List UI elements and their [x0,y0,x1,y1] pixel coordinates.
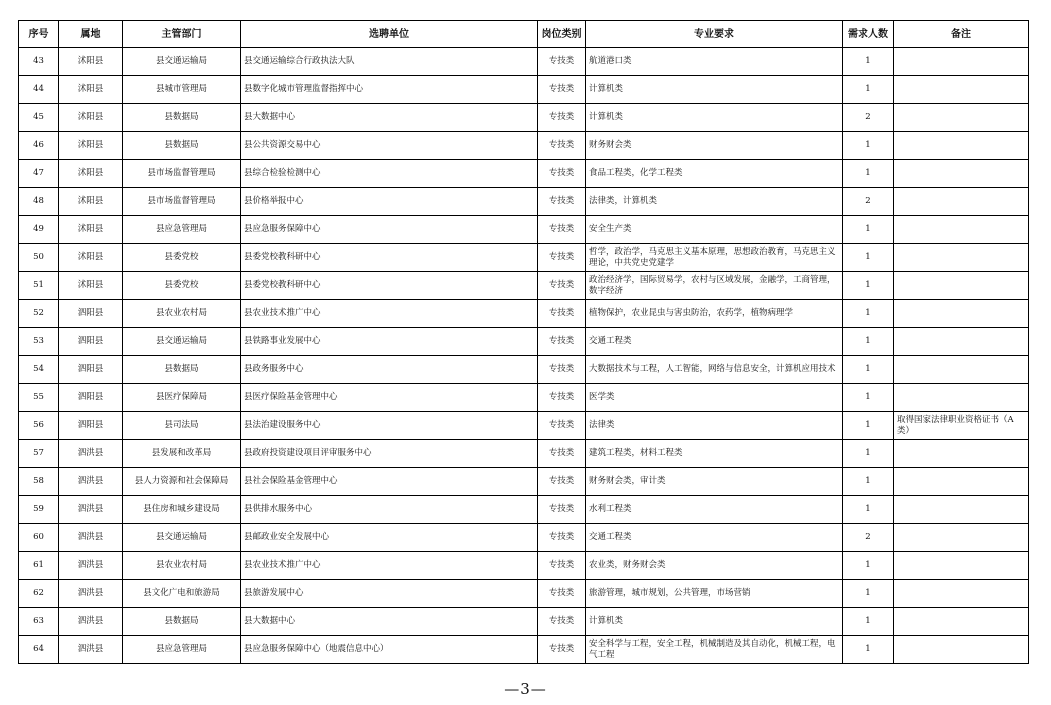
cell-headcount: 1 [843,272,894,300]
cell-remarks [894,104,1029,132]
table-row [19,244,1029,272]
cell-unit: 县供排水服务中心 [241,496,538,524]
cell-region: 沭阳县 [59,104,123,132]
cell-department: 县数据局 [123,356,241,384]
cell-region: 沭阳县 [59,216,123,244]
cell-remarks [894,468,1029,496]
cell-major-requirement: 计算机类 [586,76,843,104]
cell-department: 县农业农村局 [123,552,241,580]
table-row [19,608,1029,636]
cell-index: 61 [19,552,59,580]
cell-department: 县发展和改革局 [123,440,241,468]
cell-index: 49 [19,216,59,244]
cell-post-type: 专技类 [538,48,586,76]
cell-headcount: 1 [843,300,894,328]
cell-unit: 县农业技术推广中心 [241,300,538,328]
cell-remarks [894,356,1029,384]
cell-unit: 县交通运输综合行政执法大队 [241,48,538,76]
cell-major-requirement: 水利工程类 [586,496,843,524]
cell-region: 沭阳县 [59,48,123,76]
cell-region: 泗洪县 [59,636,123,664]
cell-department: 县数据局 [123,104,241,132]
cell-headcount: 1 [843,328,894,356]
table-row [19,188,1029,216]
cell-unit: 县数字化城市管理监督指挥中心 [241,76,538,104]
cell-department: 县数据局 [123,608,241,636]
cell-post-type: 专技类 [538,132,586,160]
cell-headcount: 1 [843,216,894,244]
cell-major-requirement: 植物保护，农业昆虫与害虫防治，农药学，植物病理学 [586,300,843,328]
cell-headcount: 2 [843,104,894,132]
cell-major-requirement: 交通工程类 [586,524,843,552]
header-row [19,21,1029,48]
cell-post-type: 专技类 [538,384,586,412]
cell-department: 县委党校 [123,272,241,300]
table-row [19,160,1029,188]
cell-headcount: 1 [843,552,894,580]
cell-index: 64 [19,636,59,664]
cell-remarks [894,636,1029,664]
cell-department: 县市场监督管理局 [123,160,241,188]
table-row [19,272,1029,300]
cell-headcount: 1 [843,608,894,636]
cell-unit: 县农业技术推广中心 [241,552,538,580]
cell-region: 泗阳县 [59,412,123,440]
cell-major-requirement: 安全科学与工程，安全工程，机械制造及其自动化，机械工程，电气工程 [586,636,843,664]
cell-unit: 县铁路事业发展中心 [241,328,538,356]
table-row [19,328,1029,356]
cell-headcount: 2 [843,188,894,216]
table-row [19,384,1029,412]
table-row [19,48,1029,76]
header-remarks: 备注 [894,21,1029,48]
table-row [19,76,1029,104]
cell-post-type: 专技类 [538,188,586,216]
cell-index: 56 [19,412,59,440]
cell-region: 泗洪县 [59,524,123,552]
cell-major-requirement: 大数据技术与工程，人工智能，网络与信息安全，计算机应用技术 [586,356,843,384]
cell-remarks [894,160,1029,188]
cell-headcount: 1 [843,244,894,272]
cell-remarks [894,384,1029,412]
cell-remarks [894,244,1029,272]
cell-post-type: 专技类 [538,440,586,468]
cell-major-requirement: 法律类，计算机类 [586,188,843,216]
cell-index: 63 [19,608,59,636]
cell-department: 县应急管理局 [123,636,241,664]
cell-headcount: 1 [843,160,894,188]
cell-region: 泗阳县 [59,356,123,384]
cell-unit: 县应急服务保障中心 [241,216,538,244]
cell-post-type: 专技类 [538,608,586,636]
cell-region: 泗洪县 [59,608,123,636]
cell-index: 52 [19,300,59,328]
table-row [19,104,1029,132]
cell-unit: 县旅游发展中心 [241,580,538,608]
cell-unit: 县应急服务保障中心（地震信息中心） [241,636,538,664]
cell-post-type: 专技类 [538,524,586,552]
cell-department: 县城市管理局 [123,76,241,104]
cell-unit: 县大数据中心 [241,608,538,636]
cell-remarks [894,300,1029,328]
cell-remarks [894,328,1029,356]
cell-post-type: 专技类 [538,328,586,356]
cell-major-requirement: 食品工程类，化学工程类 [586,160,843,188]
table-row [19,440,1029,468]
cell-region: 泗洪县 [59,468,123,496]
cell-major-requirement: 财务财会类，审计类 [586,468,843,496]
cell-post-type: 专技类 [538,496,586,524]
cell-remarks [894,132,1029,160]
cell-major-requirement: 医学类 [586,384,843,412]
cell-region: 泗阳县 [59,384,123,412]
cell-remarks [894,496,1029,524]
cell-remarks [894,608,1029,636]
cell-index: 57 [19,440,59,468]
cell-index: 48 [19,188,59,216]
cell-remarks [894,552,1029,580]
cell-unit: 县价格举报中心 [241,188,538,216]
table-row [19,412,1029,440]
cell-index: 50 [19,244,59,272]
cell-post-type: 专技类 [538,300,586,328]
table-row [19,356,1029,384]
cell-remarks [894,76,1029,104]
cell-region: 泗阳县 [59,328,123,356]
table-row [19,552,1029,580]
cell-index: 54 [19,356,59,384]
cell-major-requirement: 交通工程类 [586,328,843,356]
cell-remarks [894,216,1029,244]
cell-major-requirement: 安全生产类 [586,216,843,244]
cell-department: 县委党校 [123,244,241,272]
cell-index: 45 [19,104,59,132]
header-post-type: 岗位类别 [538,21,586,48]
cell-index: 60 [19,524,59,552]
cell-unit: 县政府投资建设项目评审服务中心 [241,440,538,468]
recruitment-table [18,20,1029,664]
table-header [19,21,1029,48]
table-row [19,636,1029,664]
cell-region: 泗洪县 [59,440,123,468]
table-row [19,468,1029,496]
cell-major-requirement: 农业类，财务财会类 [586,552,843,580]
cell-index: 46 [19,132,59,160]
cell-region: 泗洪县 [59,496,123,524]
header-major-requirement: 专业要求 [586,21,843,48]
cell-major-requirement: 财务财会类 [586,132,843,160]
cell-index: 47 [19,160,59,188]
cell-region: 沭阳县 [59,76,123,104]
cell-department: 县数据局 [123,132,241,160]
cell-region: 沭阳县 [59,272,123,300]
cell-headcount: 1 [843,496,894,524]
cell-region: 沭阳县 [59,244,123,272]
cell-post-type: 专技类 [538,272,586,300]
table-body [19,48,1029,664]
cell-post-type: 专技类 [538,160,586,188]
cell-department: 县文化广电和旅游局 [123,580,241,608]
cell-department: 县医疗保障局 [123,384,241,412]
cell-post-type: 专技类 [538,244,586,272]
cell-department: 县交通运输局 [123,524,241,552]
cell-major-requirement: 建筑工程类，材料工程类 [586,440,843,468]
cell-department: 县农业农村局 [123,300,241,328]
cell-department: 县交通运输局 [123,48,241,76]
header-region: 属地 [59,21,123,48]
cell-unit: 县医疗保险基金管理中心 [241,384,538,412]
cell-remarks [894,524,1029,552]
cell-unit: 县政务服务中心 [241,356,538,384]
cell-headcount: 1 [843,580,894,608]
cell-headcount: 1 [843,440,894,468]
cell-department: 县人力资源和社会保障局 [123,468,241,496]
page-number: —3— [504,680,547,698]
cell-major-requirement: 法律类 [586,412,843,440]
cell-department: 县交通运输局 [123,328,241,356]
cell-index: 59 [19,496,59,524]
cell-headcount: 1 [843,76,894,104]
cell-index: 53 [19,328,59,356]
header-unit: 选聘单位 [241,21,538,48]
cell-department: 县司法局 [123,412,241,440]
cell-remarks [894,48,1029,76]
cell-post-type: 专技类 [538,636,586,664]
cell-remarks [894,440,1029,468]
recruitment-table-sheet [18,20,1028,664]
cell-post-type: 专技类 [538,356,586,384]
cell-major-requirement: 政治经济学，国际贸易学，农村与区域发展，金融学，工商管理，数字经济 [586,272,843,300]
cell-headcount: 1 [843,384,894,412]
cell-region: 泗阳县 [59,300,123,328]
cell-post-type: 专技类 [538,468,586,496]
table-row [19,496,1029,524]
cell-major-requirement: 航道港口类 [586,48,843,76]
cell-remarks [894,580,1029,608]
cell-unit: 县综合检验检测中心 [241,160,538,188]
cell-index: 51 [19,272,59,300]
table-row [19,300,1029,328]
cell-region: 沭阳县 [59,188,123,216]
header-index: 序号 [19,21,59,48]
cell-department: 县住房和城乡建设局 [123,496,241,524]
cell-index: 62 [19,580,59,608]
cell-index: 43 [19,48,59,76]
cell-post-type: 专技类 [538,216,586,244]
cell-department: 县应急管理局 [123,216,241,244]
cell-post-type: 专技类 [538,104,586,132]
table-row [19,580,1029,608]
cell-index: 55 [19,384,59,412]
cell-post-type: 专技类 [538,76,586,104]
cell-unit: 县邮政业安全发展中心 [241,524,538,552]
header-department: 主管部门 [123,21,241,48]
cell-major-requirement: 计算机类 [586,104,843,132]
cell-unit: 县大数据中心 [241,104,538,132]
cell-headcount: 1 [843,356,894,384]
table-row [19,216,1029,244]
cell-post-type: 专技类 [538,412,586,440]
cell-headcount: 1 [843,132,894,160]
table-row [19,524,1029,552]
cell-remarks [894,272,1029,300]
cell-unit: 县委党校教科研中心 [241,244,538,272]
cell-region: 泗洪县 [59,552,123,580]
cell-remarks [894,188,1029,216]
cell-headcount: 1 [843,636,894,664]
cell-major-requirement: 计算机类 [586,608,843,636]
cell-major-requirement: 旅游管理，城市规划，公共管理，市场营销 [586,580,843,608]
cell-region: 沭阳县 [59,160,123,188]
cell-post-type: 专技类 [538,580,586,608]
cell-department: 县市场监督管理局 [123,188,241,216]
cell-headcount: 2 [843,524,894,552]
cell-unit: 县委党校教科研中心 [241,272,538,300]
cell-remarks: 取得国家法律职业资格证书（A类） [894,412,1029,440]
cell-index: 44 [19,76,59,104]
cell-unit: 县社会保险基金管理中心 [241,468,538,496]
cell-index: 58 [19,468,59,496]
cell-region: 泗洪县 [59,580,123,608]
cell-unit: 县法治建设服务中心 [241,412,538,440]
cell-headcount: 1 [843,412,894,440]
header-headcount: 需求人数 [843,21,894,48]
table-row [19,132,1029,160]
cell-headcount: 1 [843,468,894,496]
cell-unit: 县公共资源交易中心 [241,132,538,160]
cell-region: 沭阳县 [59,132,123,160]
cell-post-type: 专技类 [538,552,586,580]
cell-headcount: 1 [843,48,894,76]
cell-major-requirement: 哲学，政治学，马克思主义基本原理，思想政治教育，马克思主义理论，中共党史党建学 [586,244,843,272]
